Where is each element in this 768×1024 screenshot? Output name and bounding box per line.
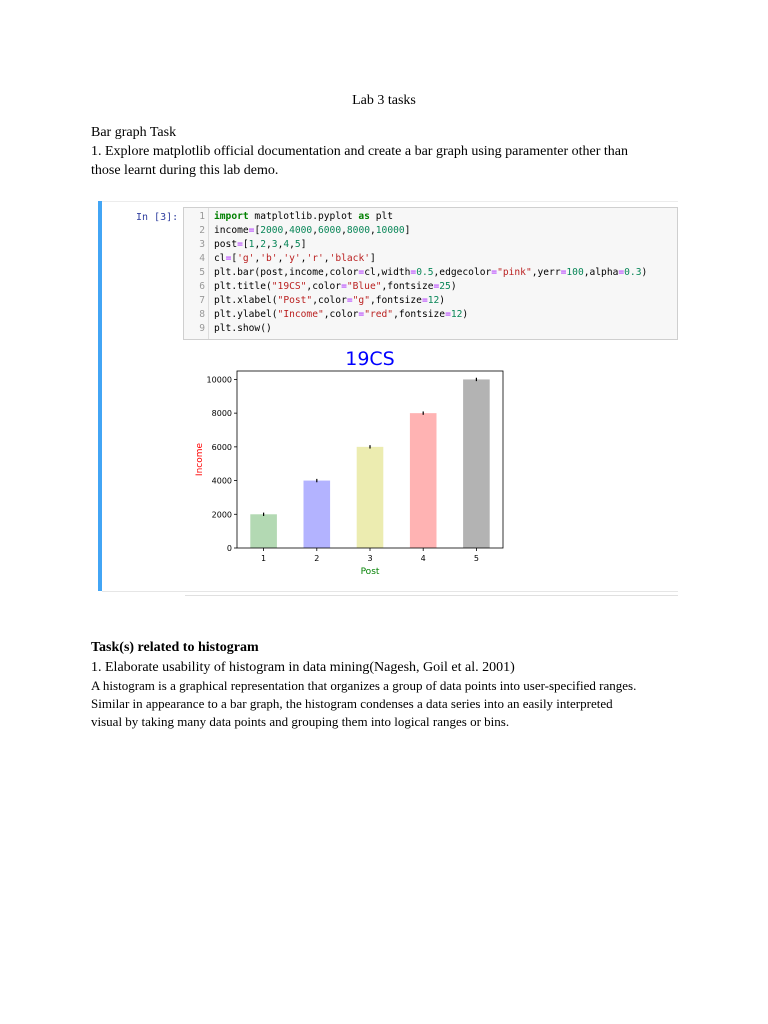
code-token: , [341,225,347,236]
code-token: plt.ylabel( [214,309,278,320]
code-token: plt [369,211,394,222]
code-token: income [214,225,249,236]
code-line [184,294,674,308]
code-token: ,fontsize [369,295,422,306]
y-tick-label: 6000 [211,442,232,452]
histogram-answer-line-2: Similar in appearance to a bar graph, the histogram condenses a data series into an easily interpreted [91,696,613,711]
code-token: cl [214,253,226,264]
code-token: , [312,225,318,236]
document-title: Lab 3 tasks [352,93,416,108]
code-token: = [491,267,498,278]
code-token: 12 [427,295,440,306]
y-tick-label: 2000 [211,510,232,520]
code-token: 0.5 [416,267,434,278]
line-number: 1 [199,211,205,222]
code-token: 100 [566,267,584,278]
x-axis-label: Post [360,567,380,577]
histogram-section-heading: Task(s) related to histogram [91,640,259,655]
code-line [184,308,674,322]
line-number: 5 [199,267,205,278]
code-token: 4000 [289,225,313,236]
chart-title: 19CS [345,348,395,370]
code-token: 6000 [318,225,342,236]
code-token: "pink" [497,267,532,278]
input-prompt: In [3]: [136,212,179,223]
code-token: ) [462,309,469,320]
x-tick-label: 2 [314,554,320,563]
code-token: 'r' [306,253,324,264]
bar-chart [190,343,520,583]
code-token: 2000 [260,225,284,236]
code-token: = [237,239,243,250]
code-token: ,yerr [531,267,561,278]
code-token: ,color [312,295,347,306]
code-token: = [346,295,353,306]
code-token: = [225,253,232,264]
code-editor[interactable] [183,207,678,340]
y-axis-label: Income [195,442,205,477]
code-line [184,238,674,252]
code-token: = [358,267,365,278]
x-tick-label: 1 [261,554,267,563]
code-token: , [300,253,307,264]
code-token: cl,width [364,267,411,278]
code-token: [ [231,253,238,264]
y-tick-label: 0 [226,544,232,553]
code-token: = [410,267,417,278]
code-token: = [560,267,567,278]
code-token: [ [242,239,249,250]
code-token: = [248,225,255,236]
code-token: 2 [260,239,267,250]
code-token: ] [370,253,376,264]
y-tick-label: 4000 [211,476,232,486]
histogram-answer-line-1: A histogram is a graphical representation that organizes a group of data points into user-specified ranges. [91,678,637,693]
code-token: , [289,239,295,250]
code-line [184,280,674,294]
code-token: 1 [248,239,255,250]
x-tick-label: 3 [367,554,373,563]
code-token: , [283,225,290,236]
code-token: , [277,239,284,250]
line-number: 6 [199,281,205,292]
code-token: = [433,281,440,292]
code-token: "Blue" [346,281,382,292]
bar-task-line-2: those learnt during this lab demo. [91,163,279,178]
bar [410,413,437,548]
bar [357,447,384,548]
bar-section-heading: Bar graph Task [91,125,177,140]
line-number: 9 [199,323,205,334]
line-number: 3 [199,239,205,250]
code-token: = [421,295,428,306]
line-number: 2 [199,225,205,236]
bar-task-line-1: 1. Explore matplotlib official documentation and create a bar graph using paramenter other than [91,144,628,159]
code-token: = [618,267,625,278]
code-token: ,alpha [583,267,619,278]
bar [250,514,277,548]
code-token: post [214,239,238,250]
code-token: "g" [352,295,370,306]
code-token: , [323,253,330,264]
code-token: ,color [323,309,359,320]
bar [463,379,490,548]
code-token: as [358,211,370,222]
code-token: 10000 [375,225,405,236]
code-token: "red" [364,309,394,320]
code-line [184,322,674,336]
code-token: 12 [450,309,463,320]
code-token: ) [450,281,457,292]
code-token: "Post" [277,295,313,306]
histogram-task-1: 1. Elaborate usability of histogram in data mining(Nagesh, Goil et al. 2001) [91,660,515,675]
code-token: ,color [306,281,342,292]
code-token: import [214,211,249,222]
code-token: matplotlib.pyplot [248,211,359,222]
code-token: ] [300,239,307,250]
code-token: , [254,239,261,250]
code-token: 25 [439,281,451,292]
code-token: 'b' [260,253,278,264]
histogram-answer-line-3: visual by taking many data points and grouping them into logical ranges or bins. [91,714,510,729]
code-token: "Income" [277,309,324,320]
code-token: = [358,309,365,320]
code-token: 5 [294,239,301,250]
code-token: ) [641,267,648,278]
line-number: 8 [199,309,205,320]
code-token: ) [439,295,446,306]
code-token: plt.xlabel( [214,295,278,306]
code-line [184,224,674,238]
code-token: , [277,253,284,264]
y-tick-label: 8000 [211,409,232,419]
code-token: , [370,225,376,236]
output-separator [185,595,678,596]
code-line [184,210,674,224]
code-token: 0.3 [624,267,642,278]
line-number: 7 [199,295,205,306]
bar [304,481,331,548]
code-token: 8000 [346,225,370,236]
code-token: plt.title( [214,281,272,292]
code-token: 'black' [329,253,370,264]
code-token: = [341,281,347,292]
x-tick-label: 4 [420,554,426,563]
code-token: 4 [283,239,290,250]
code-token: , [266,239,272,250]
code-token: 'y' [283,253,301,264]
code-token: plt.show() [214,323,272,334]
code-token: [ [254,225,261,236]
code-token: plt.bar(post,income,color [214,267,359,278]
code-token: , [254,253,261,264]
code-token: ,edgecolor [433,267,492,278]
code-line [184,252,674,266]
code-token: ,fontsize [393,309,446,320]
y-tick-label: 10000 [206,375,232,385]
code-token: ] [404,225,411,236]
code-token: 'g' [237,253,255,264]
code-token: 3 [271,239,278,250]
line-number: 4 [199,253,205,264]
code-token: ,fontsize [381,281,434,292]
code-token: "19CS" [271,281,307,292]
x-tick-label: 5 [473,554,479,563]
code-line [184,266,674,280]
code-token: = [445,309,451,320]
